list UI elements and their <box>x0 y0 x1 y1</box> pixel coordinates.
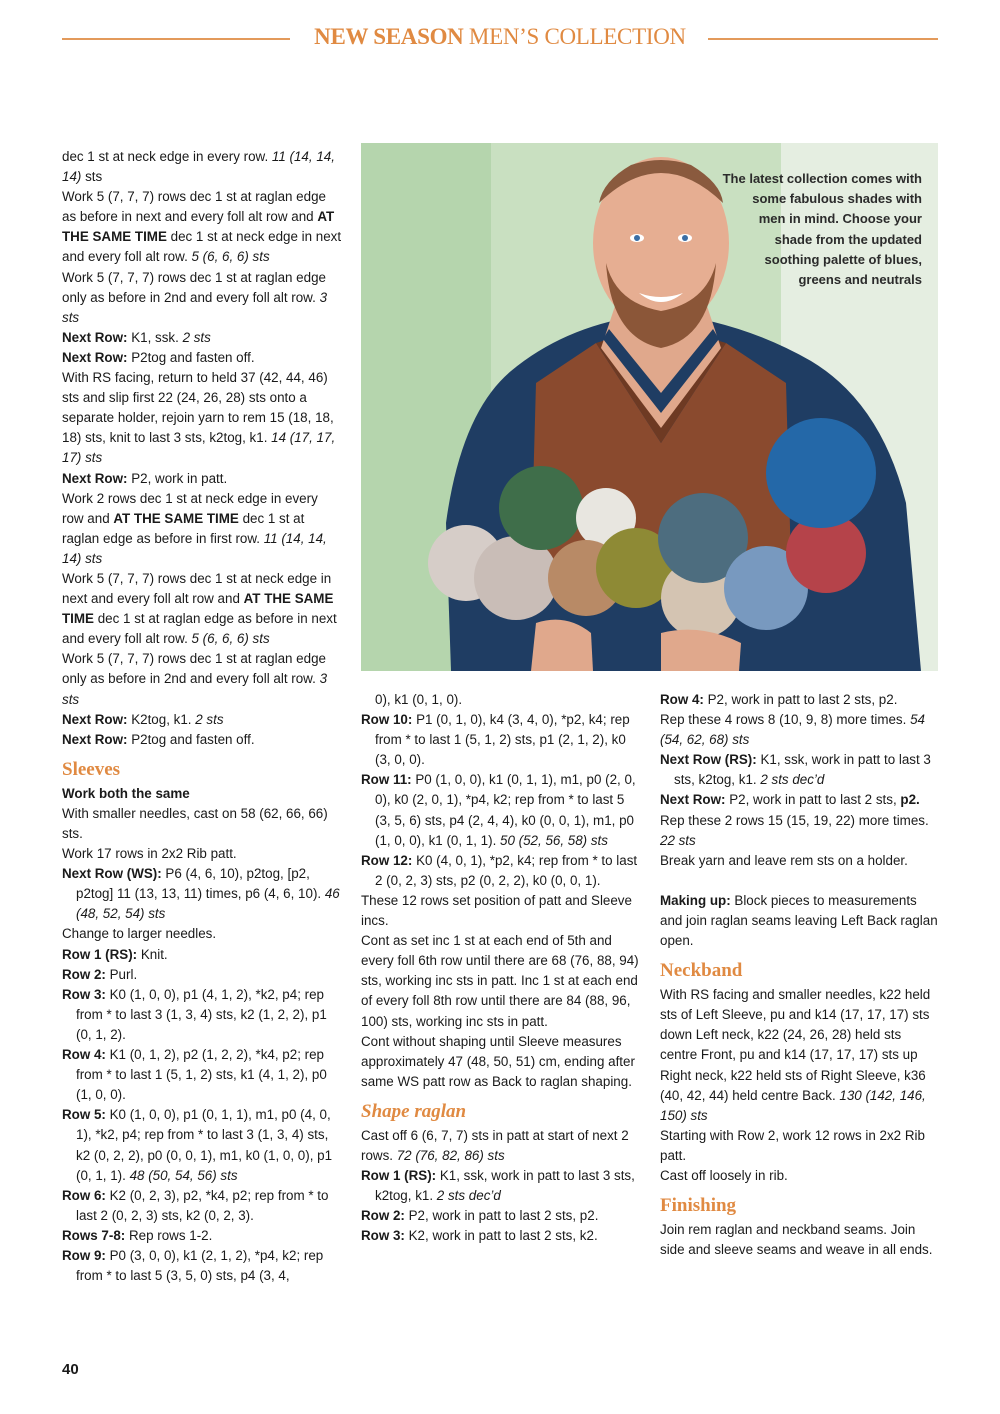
instruction-row: Row 11: P0 (1, 0, 0), k1 (0, 1, 1), m1, p0 (2, 0, 0), k0 (2, 0, 1), *p4, k2; rep from * to last 5 (3, 5, 6) sts, p4 (2, 4, 4), k0 (0, 0, 1), m1, p0 (1, 0, 0), k1 (0, 1, 1). 50 (52, 56, 58) sts <box>361 772 636 848</box>
paragraph: Rep these 2 rows 15 (15, 19, 22) more times. 22 sts <box>660 812 929 848</box>
instruction-row: Row 4: K1 (0, 1, 2), p2 (1, 2, 2), *k4, p2; rep from * to last 1 (5, 1, 2) sts, k1 (4, 1, 2), p0 (1, 0, 0). <box>62 1047 327 1103</box>
paragraph: Work 5 (7, 7, 7) rows dec 1 st at raglan edge only as before in 2nd and every foll alt row. 3 sts <box>62 651 328 707</box>
instruction-row: Row 12: K0 (4, 0, 1), *p2, k4; rep from * to last 2 (0, 2, 3) sts, p2 (0, 2, 2), k0 (0, 0, 1). <box>361 852 638 888</box>
spacer <box>660 871 940 891</box>
page-number: 40 <box>62 1361 79 1378</box>
instruction-row: Next Row: K2tog, k1. 2 sts <box>62 711 224 727</box>
paragraph: Work 5 (7, 7, 7) rows dec 1 st at raglan edge only as before in 2nd and every foll alt row. 3 sts <box>62 269 328 325</box>
paragraph: Work 5 (7, 7, 7) rows dec 1 st at raglan edge as before in next and every foll alt row and AT THE SAME TIME dec 1 st at neck edge in next and every foll alt row. 5 (6, 6, 6) sts <box>62 189 342 265</box>
header-title: NEW SEASON MEN’S COLLECTION <box>314 24 686 49</box>
paragraph: dec 1 st at neck edge in every row. 11 (14, 14, 14) sts <box>62 149 335 185</box>
paragraph: With RS facing, return to held 37 (42, 44, 46) sts and slip first 22 (24, 26, 28) sts onto a separate holder, rejoin yarn to rem 15 (18, 18, 18) sts, knit to last 3 sts, k2tog, k1. 14 (17, 17, 17) sts <box>62 370 336 466</box>
instruction-row: Row 2: P2, work in patt to last 2 sts, p2. <box>361 1208 599 1224</box>
paragraph: Work 2 rows dec 1 st at neck edge in every row and AT THE SAME TIME dec 1 st at raglan edge as before in first row. 11 (14, 14, 14) sts <box>62 490 327 566</box>
instruction-row: Next Row (WS): P6 (4, 6, 10), p2tog, [p2, p2tog] 11 (13, 13, 11) times, p6 (4, 6, 10). 46 (48, 52, 54) sts <box>62 866 340 922</box>
paragraph: Break yarn and leave rem sts on a holder. <box>660 852 908 868</box>
instruction-row: Row 4: P2, work in patt to last 2 sts, p2. <box>660 692 898 707</box>
paragraph: Starting with Row 2, work 12 rows in 2x2 Rib patt. <box>660 1127 925 1163</box>
instruction-row: Next Row (RS): K1, ssk, work in patt to last 3 sts, k2tog, k1. 2 sts dec’d <box>660 752 931 788</box>
paragraph: Cast off 6 (6, 7, 7) sts in patt at start of next 2 rows. 72 (76, 82, 86) sts <box>361 1127 629 1163</box>
column-1 <box>62 147 342 1286</box>
paragraph: Cast off loosely in rib. <box>660 1167 788 1183</box>
column-3 <box>660 690 940 1260</box>
instruction-row: Row 1 (RS): Knit. <box>62 946 168 962</box>
instruction-row: Next Row: P2tog and fasten off. <box>62 349 255 365</box>
instruction-row: Rows 7-8: Rep rows 1-2. <box>62 1227 213 1243</box>
instruction-row: Next Row: P2, work in patt to last 2 sts, p2. <box>660 792 920 808</box>
paragraph: Work 17 rows in 2x2 Rib patt. <box>62 846 237 862</box>
instruction-row: Next Row: P2, work in patt. <box>62 470 228 486</box>
section-heading-shape-raglan: Shape raglan <box>361 1100 467 1122</box>
paragraph: These 12 rows set position of patt and Sleeve incs. <box>361 892 632 929</box>
instruction-row: Row 3: K2, work in patt to last 2 sts, k2. <box>361 1228 598 1244</box>
instruction-row: Row 1 (RS): K1, ssk, work in patt to last 3 sts, k2tog, k1. 2 sts dec’d <box>361 1168 635 1204</box>
section-heading-neckband: Neckband <box>660 960 743 982</box>
instruction-row: Row 6: K2 (0, 2, 3), p2, *k4, p2; rep from * to last 2 (0, 2, 3) sts, k2 (0, 2, 3). <box>62 1187 329 1223</box>
instruction-row: Next Row: K1, ssk. 2 sts <box>62 329 211 345</box>
paragraph: Cont without shaping until Sleeve measures approximately 47 (48, 50, 51) cm, ending after same WS patt row as Back to raglan shaping. <box>361 1033 635 1089</box>
paragraph: Cont as set inc 1 st at each end of 5th and every foll 6th row until there are 68 (76, 88, 94) sts, working inc sts in patt. Inc 1 st at each end of every foll 8th row until there are 84 (88, 96, 100) sts, working inc sts in patt. <box>361 933 639 1029</box>
instruction-row: Row 3: K0 (1, 0, 0), p1 (4, 1, 2), *k2, p4; rep from * to last 3 (1, 3, 4) sts, k2 (1, 2, 2), p1 (0, 1, 2). <box>62 986 327 1042</box>
header-rule-right <box>708 38 938 40</box>
instruction-row: Row 10: P1 (0, 1, 0), k4 (3, 4, 0), *p2, k4; rep from * to last 1 (5, 1, 2) sts, p1 (2, 1, 2), k0 (3, 0, 0). <box>361 712 630 768</box>
page-header <box>62 24 938 54</box>
paragraph: Making up: Block pieces to measurements and join raglan seams leaving Left Back raglan open. <box>660 892 938 949</box>
section-heading-finishing: Finishing <box>660 1195 737 1217</box>
instruction-row: Row 2: Purl. <box>62 966 138 982</box>
subheading: Work both the same <box>62 785 190 801</box>
instruction-row: Row 9: P0 (3, 0, 0), k1 (2, 1, 2), *p4, k2; rep from * to last 5 (3, 5, 0) sts, p4 (3, 4, <box>62 1247 324 1284</box>
paragraph: Work 5 (7, 7, 7) rows dec 1 st at neck edge in next and every foll alt row and AT THE SAME TIME dec 1 st at raglan edge as before in next and every foll alt row. 5 (6, 6, 6) sts <box>62 570 337 647</box>
product-photo <box>361 143 938 671</box>
instruction-row: Row 5: K0 (1, 0, 0), p1 (0, 1, 1), m1, p0 (4, 0, 1), *k2, p4; rep from * to last 3 (1, 3, 4) sts, k2 (0, 2, 2), p0 (0, 0, 1), m1, k0 (1, 0, 0), p1 (0, 1, 1). 48 (50, 54, 56) sts <box>62 1107 333 1183</box>
section-heading-sleeves: Sleeves <box>62 758 121 780</box>
paragraph: With RS facing and smaller needles, k22 held sts of Left Sleeve, pu and k14 (17, 17, 17) sts down Left neck, k22 (24, 26, 28) held sts centre Front, pu and k14 (17, 17, 17) sts up Right neck, k22 held sts of Right Sleeve, k36 (40, 42, 44) held centre Back. 130 (142, 146, 150) sts <box>660 987 931 1123</box>
column-2 <box>361 690 641 1246</box>
paragraph: Change to larger needles. <box>62 926 217 942</box>
paragraph: Join rem raglan and neckband seams. Join side and sleeve seams and weave in all ends. <box>660 1222 933 1258</box>
paragraph: With smaller needles, cast on 58 (62, 66, 66) sts. <box>62 805 328 841</box>
instruction-row: Next Row: P2tog and fasten off. <box>62 731 255 747</box>
photo-caption: The latest collection comes with some fabulous shades with men in mind. Choose your shade from the updated soothing palette of blues, greens and neutrals <box>722 171 922 288</box>
paragraph: Rep these 4 rows 8 (10, 9, 8) more times. 54 (54, 62, 68) sts <box>660 712 925 748</box>
instruction-row: 0), k1 (0, 1, 0). <box>375 692 463 707</box>
